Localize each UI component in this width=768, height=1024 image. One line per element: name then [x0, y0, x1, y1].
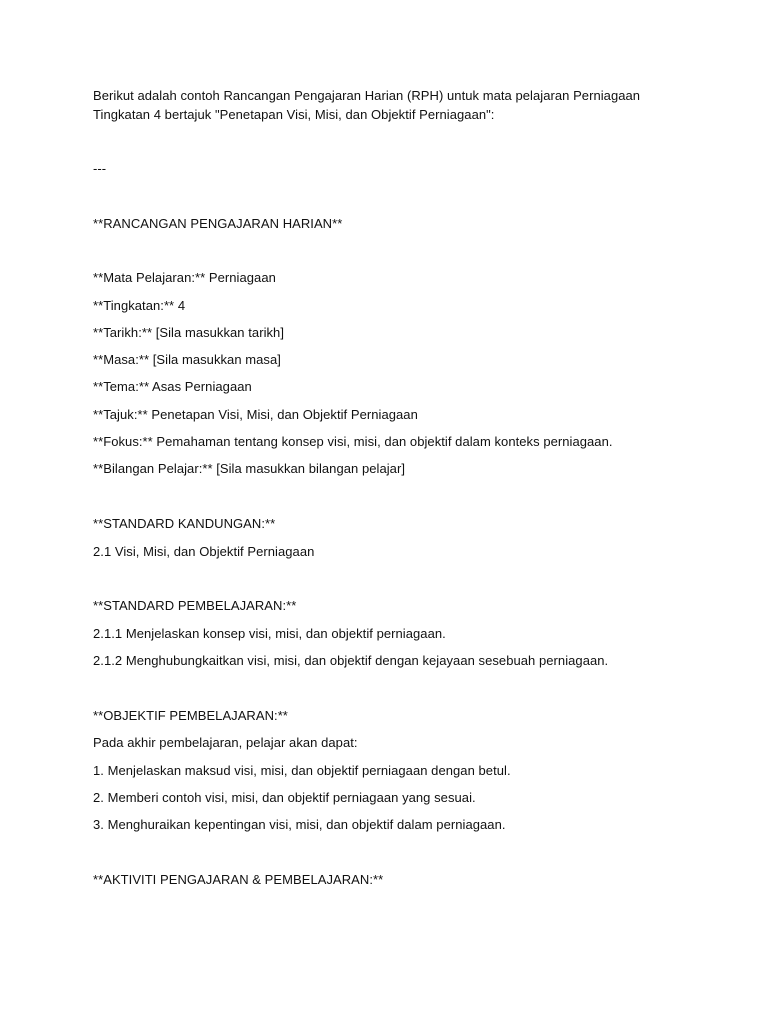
standard-kandungan-item: 2.1 Visi, Misi, dan Objektif Perniagaan: [93, 544, 315, 559]
detail-tarikh: **Tarikh:** [Sila masukkan tarikh]: [93, 325, 284, 340]
standard-pembelajaran-item: 2.1.2 Menghubungkaitkan visi, misi, dan objektif dengan kejayaan sesebuah perniagaan.: [93, 653, 609, 668]
detail-tingkatan: **Tingkatan:** 4: [93, 298, 186, 313]
detail-fokus: **Fokus:** Pemahaman tentang konsep visi, misi, dan objektif dalam konteks perniagaan.: [93, 434, 613, 449]
intro-line: Tingkatan 4 bertajuk "Penetapan Visi, Misi, dan Objektif Perniagaan":: [93, 107, 495, 122]
objektif-item: 3. Menghuraikan kepentingan visi, misi, dan objektif dalam perniagaan.: [93, 817, 506, 832]
standard-pembelajaran-item: 2.1.1 Menjelaskan konsep visi, misi, dan objektif perniagaan.: [93, 626, 446, 641]
detail-tema: **Tema:** Asas Perniagaan: [93, 379, 252, 394]
detail-masa: **Masa:** [Sila masukkan masa]: [93, 352, 281, 367]
section-heading-standard-kandungan: **STANDARD KANDUNGAN:**: [93, 516, 276, 531]
section-heading-aktiviti: **AKTIVITI PENGAJARAN & PEMBELAJARAN:**: [93, 872, 384, 887]
detail-bilangan-pelajar: **Bilangan Pelajar:** [Sila masukkan bilangan pelajar]: [93, 461, 406, 476]
separator: ---: [93, 161, 107, 176]
objektif-intro: Pada akhir pembelajaran, pelajar akan dapat:: [93, 735, 358, 750]
intro-line: Berikut adalah contoh Rancangan Pengajaran Harian (RPH) untuk mata pelajaran Perniagaan: [93, 88, 641, 103]
detail-tajuk: **Tajuk:** Penetapan Visi, Misi, dan Objektif Perniagaan: [93, 407, 418, 422]
main-heading: **RANCANGAN PENGAJARAN HARIAN**: [93, 216, 343, 231]
section-heading-standard-pembelajaran: **STANDARD PEMBELAJARAN:**: [93, 598, 297, 613]
objektif-item: 1. Menjelaskan maksud visi, misi, dan objektif perniagaan dengan betul.: [93, 763, 511, 778]
objektif-item: 2. Memberi contoh visi, misi, dan objektif perniagaan yang sesuai.: [93, 790, 476, 805]
detail-mata-pelajaran: **Mata Pelajaran:** Perniagaan: [93, 270, 276, 285]
section-heading-objektif-pembelajaran: **OBJEKTIF PEMBELAJARAN:**: [93, 708, 288, 723]
